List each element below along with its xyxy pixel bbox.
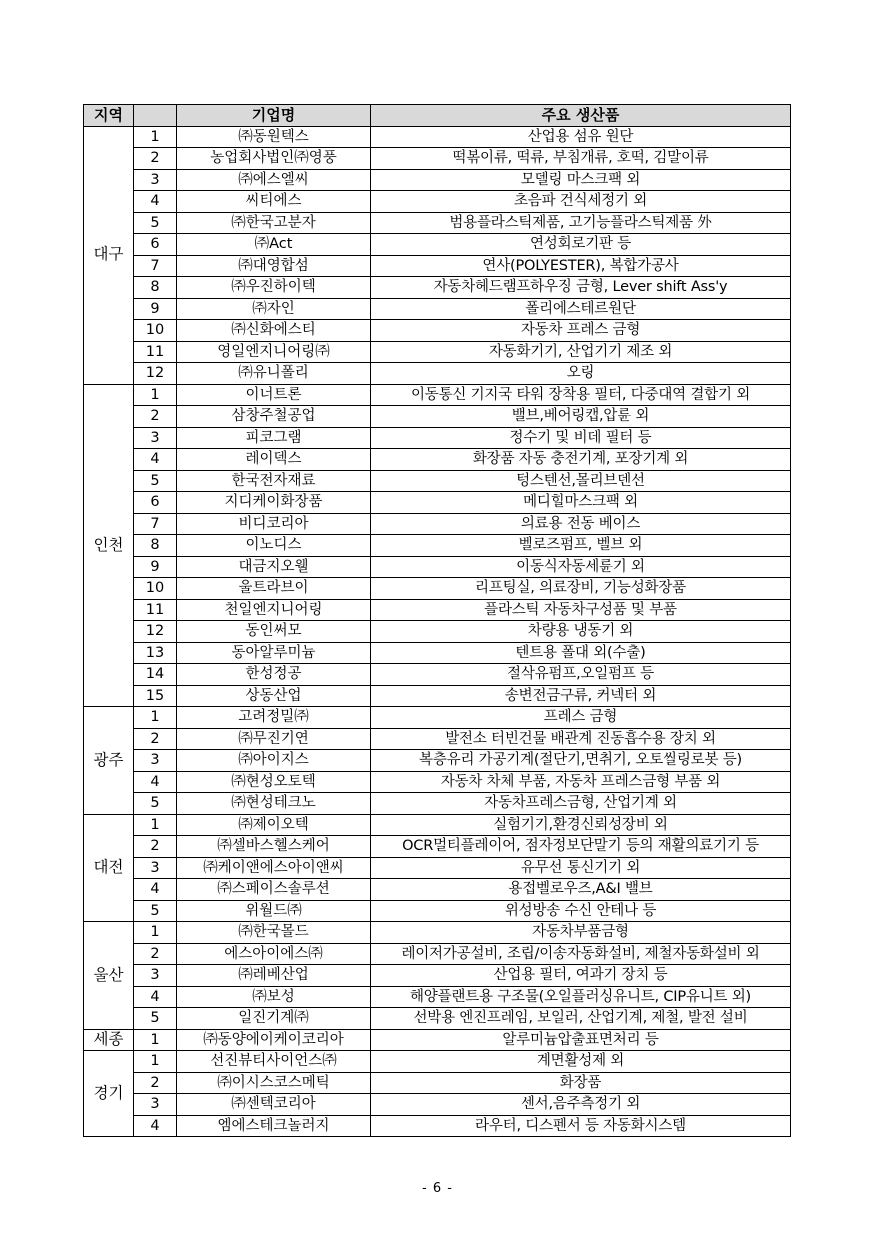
product-cell: 자동차부품금형 (371, 922, 791, 944)
product-cell: 범용플라스틱제품, 고기능플라스틱제품 外 (371, 212, 791, 234)
product-cell: 자동차프레스금형, 산업기계 외 (371, 793, 791, 815)
product-cell: 프레스 금형 (371, 707, 791, 729)
product-cell: OCR멀티플레이어, 점자정보단말기 등의 재활의료기기 등 (371, 836, 791, 858)
table-row (84, 384, 791, 406)
number-cell: 2 (134, 728, 177, 750)
table-row (84, 535, 791, 557)
table-row (84, 1094, 791, 1116)
number-cell: 3 (134, 1094, 177, 1116)
number-cell: 14 (134, 664, 177, 686)
number-cell: 8 (134, 277, 177, 299)
number-cell: 1 (134, 384, 177, 406)
product-cell: 이동통신 기지국 타워 장착용 필터, 다중대역 결합기 외 (371, 384, 791, 406)
product-cell: 송변전금구류, 커넥터 외 (371, 685, 791, 707)
table-row (84, 664, 791, 686)
table-row (84, 1029, 791, 1051)
number-cell: 11 (134, 341, 177, 363)
company-cell: 동인써모 (177, 621, 371, 643)
table-row (84, 427, 791, 449)
company-cell: 비디코리아 (177, 513, 371, 535)
company-cell: ㈜대영합섬 (177, 255, 371, 277)
company-cell: 영일엔지니어링㈜ (177, 341, 371, 363)
region-cell: 울산 (84, 922, 134, 1030)
region-cell: 광주 (84, 707, 134, 815)
table-row (84, 212, 791, 234)
number-cell: 11 (134, 599, 177, 621)
company-cell: ㈜Act (177, 234, 371, 256)
number-cell: 5 (134, 1008, 177, 1030)
company-cell: ㈜제이오텍 (177, 814, 371, 836)
number-cell: 4 (134, 191, 177, 213)
table-row (84, 449, 791, 471)
company-cell: 상동산업 (177, 685, 371, 707)
number-cell: 5 (134, 900, 177, 922)
number-cell: 6 (134, 234, 177, 256)
number-cell: 2 (134, 836, 177, 858)
table-row (84, 1115, 791, 1137)
region-cell: 대구 (84, 126, 134, 384)
table-row (84, 750, 791, 772)
product-cell: 연사(POLYESTER), 복합가공사 (371, 255, 791, 277)
table-row (84, 298, 791, 320)
number-cell: 1 (134, 707, 177, 729)
product-cell: 라우터, 디스펜서 등 자동화시스템 (371, 1115, 791, 1137)
product-cell: 자동차 차체 부품, 자동차 프레스금형 부품 외 (371, 771, 791, 793)
company-cell: ㈜셀바스헬스케어 (177, 836, 371, 858)
number-cell: 3 (134, 750, 177, 772)
table-row (84, 986, 791, 1008)
company-cell: 농업회사법인㈜영풍 (177, 148, 371, 170)
table-row (84, 1072, 791, 1094)
number-cell: 5 (134, 470, 177, 492)
table-row (84, 277, 791, 299)
number-cell: 10 (134, 320, 177, 342)
company-cell: ㈜한국몰드 (177, 922, 371, 944)
number-cell: 10 (134, 578, 177, 600)
company-cell: ㈜한국고분자 (177, 212, 371, 234)
table-row (84, 728, 791, 750)
company-cell: ㈜신화에스티 (177, 320, 371, 342)
product-cell: 용접벨로우즈,A&I 밸브 (371, 879, 791, 901)
table-row (84, 793, 791, 815)
number-cell: 3 (134, 965, 177, 987)
product-cell: 절삭유펌프,오일펌프 등 (371, 664, 791, 686)
header-region: 지역 (84, 105, 134, 127)
company-cell: ㈜동원텍스 (177, 126, 371, 148)
table-row (84, 943, 791, 965)
number-cell: 5 (134, 793, 177, 815)
table-row (84, 148, 791, 170)
number-cell: 2 (134, 943, 177, 965)
number-cell: 8 (134, 535, 177, 557)
product-cell: 모델링 마스크팩 외 (371, 169, 791, 191)
table-row (84, 169, 791, 191)
company-cell: 울트라브이 (177, 578, 371, 600)
number-cell: 7 (134, 513, 177, 535)
product-cell: 연성회로기판 등 (371, 234, 791, 256)
product-cell: 차량용 냉동기 외 (371, 621, 791, 643)
product-cell: 계면활성제 외 (371, 1051, 791, 1073)
table-row (84, 965, 791, 987)
table-row (84, 814, 791, 836)
product-cell: 폴리에스테르원단 (371, 298, 791, 320)
product-cell: 오링 (371, 363, 791, 385)
region-cell: 대전 (84, 814, 134, 922)
number-cell: 1 (134, 126, 177, 148)
table-row (84, 685, 791, 707)
company-cell: 피코그램 (177, 427, 371, 449)
product-cell: 발전소 터빈건물 배관계 진동흡수용 장치 외 (371, 728, 791, 750)
company-cell: ㈜이시스코스메틱 (177, 1072, 371, 1094)
table-row (84, 900, 791, 922)
product-cell: 리프팅실, 의료장비, 기능성화장품 (371, 578, 791, 600)
number-cell: 7 (134, 255, 177, 277)
page-number: - 6 - (422, 1181, 453, 1196)
company-cell: ㈜아이지스 (177, 750, 371, 772)
number-cell: 1 (134, 922, 177, 944)
company-cell: ㈜에스엘씨 (177, 169, 371, 191)
product-cell: 센서,음주측정기 외 (371, 1094, 791, 1116)
product-cell: 화장품 자동 충전기계, 포장기계 외 (371, 449, 791, 471)
company-cell: ㈜현성테크노 (177, 793, 371, 815)
table-header-row (84, 105, 791, 127)
table-row (84, 1051, 791, 1073)
product-cell: 산업용 섬유 원단 (371, 126, 791, 148)
number-cell: 9 (134, 556, 177, 578)
number-cell: 13 (134, 642, 177, 664)
number-cell: 2 (134, 406, 177, 428)
table-row (84, 556, 791, 578)
product-cell: 의료용 전동 베이스 (371, 513, 791, 535)
header-product: 주요 생산품 (371, 105, 791, 127)
product-cell: 선박용 엔진프레임, 보일러, 산업기계, 제철, 발전 설비 (371, 1008, 791, 1030)
header-company: 기업명 (177, 105, 371, 127)
product-cell: 텅스텐선,몰리브덴선 (371, 470, 791, 492)
company-cell: 한국전자재료 (177, 470, 371, 492)
number-cell: 9 (134, 298, 177, 320)
number-cell: 1 (134, 814, 177, 836)
company-cell: 한성정공 (177, 664, 371, 686)
company-cell: 씨티에스 (177, 191, 371, 213)
product-cell: 초음파 건식세정기 외 (371, 191, 791, 213)
product-cell: 자동차헤드램프하우징 금형, Lever shift Ass'y (371, 277, 791, 299)
table-row (84, 599, 791, 621)
product-cell: 레이저가공설비, 조립/이송자동화설비, 제철자동화설비 외 (371, 943, 791, 965)
number-cell: 12 (134, 621, 177, 643)
product-cell: 해양플랜트용 구조물(오일플러싱유니트, CIP유니트 외) (371, 986, 791, 1008)
number-cell: 4 (134, 771, 177, 793)
region-cell: 세종 (84, 1029, 134, 1051)
product-cell: 플라스틱 자동차구성품 및 부품 (371, 599, 791, 621)
company-cell: ㈜보성 (177, 986, 371, 1008)
company-cell: 천일엔지니어링 (177, 599, 371, 621)
number-cell: 15 (134, 685, 177, 707)
table-row (84, 363, 791, 385)
company-cell: 위월드㈜ (177, 900, 371, 922)
table-row (84, 341, 791, 363)
company-cell: ㈜현성오토텍 (177, 771, 371, 793)
number-cell: 4 (134, 879, 177, 901)
product-cell: 벨로즈펌프, 벨브 외 (371, 535, 791, 557)
product-cell: 자동차 프레스 금형 (371, 320, 791, 342)
table-row (84, 492, 791, 514)
product-cell: 정수기 및 비데 필터 등 (371, 427, 791, 449)
company-cell: 이노디스 (177, 535, 371, 557)
table-row (84, 470, 791, 492)
company-product-table (83, 104, 791, 1137)
company-cell: 선진뷰티사이언스㈜ (177, 1051, 371, 1073)
number-cell: 2 (134, 148, 177, 170)
product-cell: 복층유리 가공기계(절단기,면취기, 오토씰링로봇 등) (371, 750, 791, 772)
product-cell: 화장품 (371, 1072, 791, 1094)
number-cell: 3 (134, 857, 177, 879)
table-row (84, 857, 791, 879)
company-cell: 동아알루미늄 (177, 642, 371, 664)
region-cell: 경기 (84, 1051, 134, 1137)
table-row (84, 922, 791, 944)
header-number (134, 105, 177, 127)
product-cell: 이동식자동세륜기 외 (371, 556, 791, 578)
number-cell: 1 (134, 1051, 177, 1073)
company-cell: 삼창주철공업 (177, 406, 371, 428)
product-cell: 자동화기기, 산업기기 제조 외 (371, 341, 791, 363)
table-row (84, 707, 791, 729)
table-row (84, 1008, 791, 1030)
table-row (84, 234, 791, 256)
company-cell: 레이덱스 (177, 449, 371, 471)
number-cell: 5 (134, 212, 177, 234)
company-cell: 일진기계㈜ (177, 1008, 371, 1030)
table-row (84, 836, 791, 858)
table-row (84, 879, 791, 901)
number-cell: 6 (134, 492, 177, 514)
product-cell: 유무선 통신기기 외 (371, 857, 791, 879)
table-row (84, 642, 791, 664)
number-cell: 2 (134, 1072, 177, 1094)
product-cell: 텐트용 폴대 외(수출) (371, 642, 791, 664)
number-cell: 1 (134, 1029, 177, 1051)
product-cell: 산업용 필터, 여과기 장치 등 (371, 965, 791, 987)
table-body (84, 126, 791, 1137)
company-cell: 에스아이에스㈜ (177, 943, 371, 965)
region-cell: 인천 (84, 384, 134, 707)
company-cell: 이너트론 (177, 384, 371, 406)
number-cell: 12 (134, 363, 177, 385)
table-row (84, 771, 791, 793)
table-row (84, 406, 791, 428)
company-cell: ㈜케이앤에스아이앤씨 (177, 857, 371, 879)
product-cell: 위성방송 수신 안테나 등 (371, 900, 791, 922)
table-row (84, 126, 791, 148)
table-row (84, 621, 791, 643)
company-cell: 대금지오웰 (177, 556, 371, 578)
number-cell: 4 (134, 986, 177, 1008)
company-cell: ㈜우진하이텍 (177, 277, 371, 299)
table-row (84, 513, 791, 535)
number-cell: 4 (134, 449, 177, 471)
company-cell: ㈜유니폴리 (177, 363, 371, 385)
product-cell: 밸브,베어링캡,압륜 외 (371, 406, 791, 428)
table-row (84, 191, 791, 213)
company-cell: 고려정밀㈜ (177, 707, 371, 729)
number-cell: 4 (134, 1115, 177, 1137)
product-cell: 메디힐마스크팩 외 (371, 492, 791, 514)
table-row (84, 578, 791, 600)
company-cell: 지디케이화장품 (177, 492, 371, 514)
company-cell: ㈜레베산업 (177, 965, 371, 987)
company-cell: ㈜무진기연 (177, 728, 371, 750)
product-cell: 실험기기,환경신뢰성장비 외 (371, 814, 791, 836)
company-cell: 엠에스테크놀러지 (177, 1115, 371, 1137)
table-row (84, 255, 791, 277)
number-cell: 3 (134, 427, 177, 449)
company-cell: ㈜동양에이케이코리아 (177, 1029, 371, 1051)
number-cell: 3 (134, 169, 177, 191)
product-cell: 알루미늄압출표면처리 등 (371, 1029, 791, 1051)
product-cell: 떡볶이류, 떡류, 부침개류, 호떡, 김말이류 (371, 148, 791, 170)
company-cell: ㈜센텍코리아 (177, 1094, 371, 1116)
company-cell: ㈜스페이스솔루션 (177, 879, 371, 901)
company-cell: ㈜자인 (177, 298, 371, 320)
table-row (84, 320, 791, 342)
